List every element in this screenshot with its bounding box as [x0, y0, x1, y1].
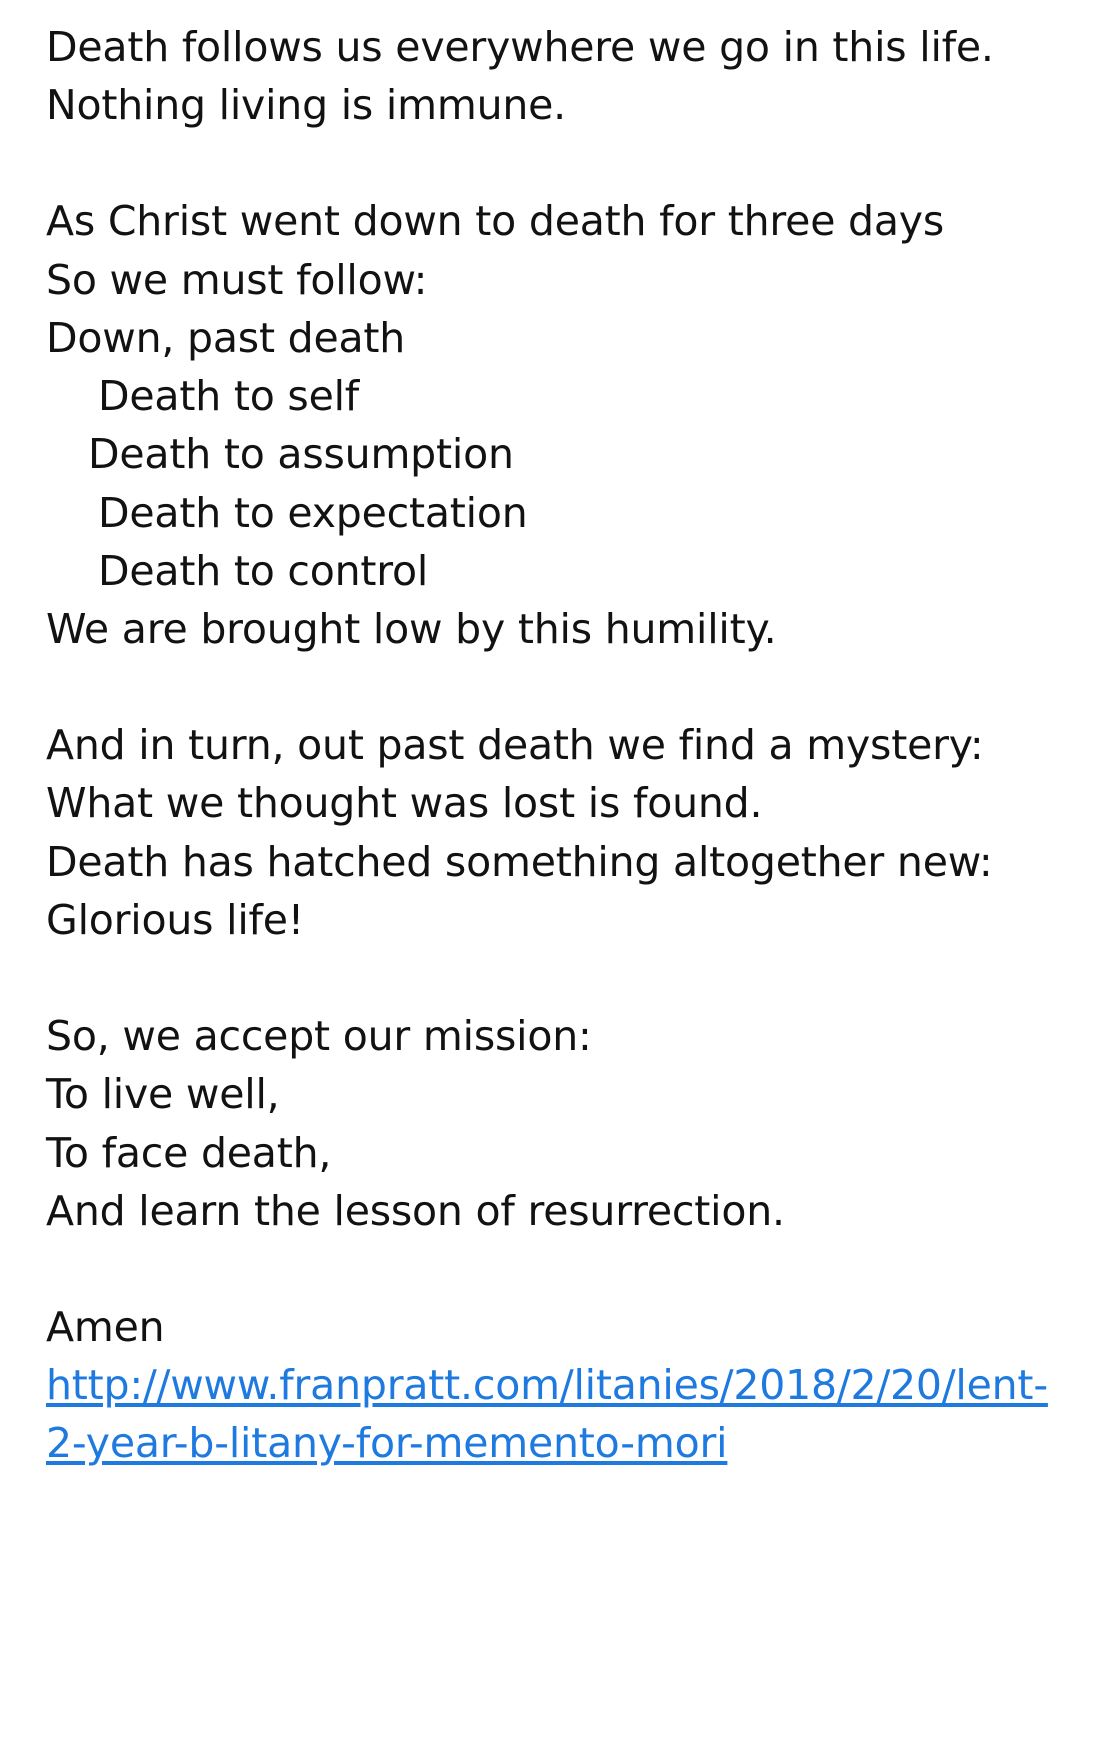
- stanza-gap: [46, 949, 1060, 1007]
- stanza-4: [46, 1007, 1060, 1240]
- stanza-1: [46, 18, 1060, 134]
- amen-line: Amen: [46, 1302, 165, 1351]
- litany-line: Nothing living is immune.: [46, 81, 567, 130]
- litany-line: And learn the lesson of resurrection.: [46, 1186, 785, 1235]
- litany-line: Death to self: [98, 372, 360, 421]
- litany-line: Death has hatched something altogether new:: [46, 837, 993, 886]
- stanza-3: [46, 716, 1060, 949]
- litany-line: To face death,: [46, 1128, 332, 1177]
- litany-body: [46, 18, 1060, 1473]
- litany-line: To live well,: [46, 1070, 280, 1119]
- litany-line: Death to expectation: [98, 488, 528, 537]
- stanza-gap: [46, 134, 1060, 192]
- litany-line: Death follows us everywhere we go in this life.: [46, 23, 994, 71]
- source-link-container: [46, 1356, 1060, 1472]
- litany-line: So, we accept our mission:: [46, 1012, 592, 1061]
- litany-line: Death to assumption: [88, 430, 514, 479]
- litany-line: Down, past death: [46, 313, 406, 362]
- litany-line: Glorious life!: [46, 895, 305, 944]
- litany-line: We are brought low by this humility.: [46, 604, 777, 653]
- litany-line: Death to control: [98, 546, 429, 595]
- litany-line: And in turn, out past death we find a mystery:: [46, 721, 984, 770]
- litany-line: So we must follow:: [46, 255, 428, 304]
- stanza-gap: [46, 658, 1060, 716]
- source-link[interactable]: http://www.franpratt.com/litanies/2018/2/20/lent-2-year-b-litany-for-memento-mori: [46, 1361, 1048, 1468]
- stanza-2: [46, 192, 1060, 658]
- stanza-gap: [46, 1240, 1060, 1298]
- litany-line: What we thought was lost is found.: [46, 779, 763, 828]
- stanza-5: [46, 1298, 1060, 1473]
- litany-line: As Christ went down to death for three days: [46, 197, 945, 246]
